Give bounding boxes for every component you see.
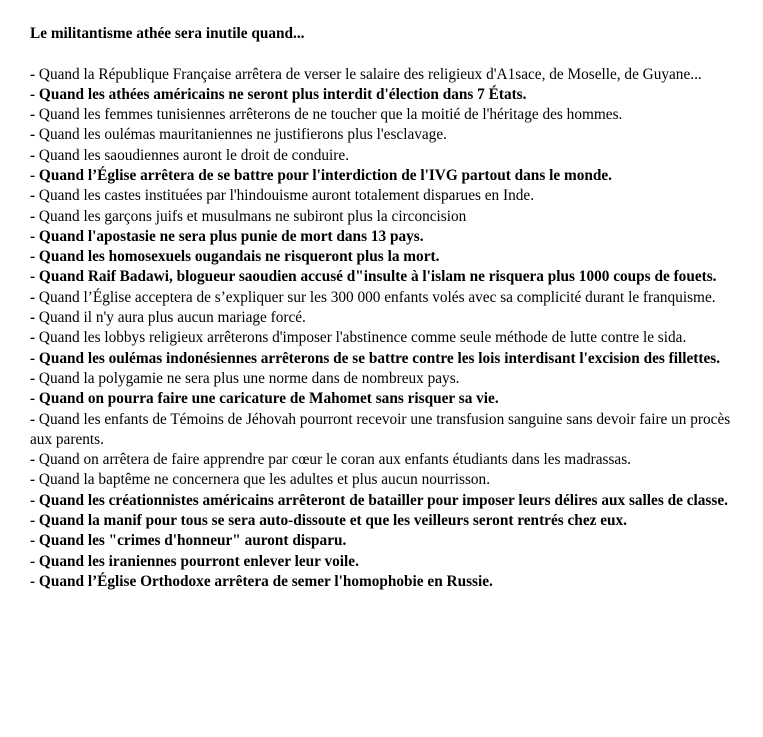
list-dash: - <box>30 309 39 327</box>
list-item-text: Quand l’Église acceptera de s’expliquer sur les 300 000 enfants volés avec sa complicité durant le franquisme. <box>38 288 716 306</box>
list-item-text: Quand les athées américains ne seront plus interdit d'élection dans 7 États. <box>38 85 527 103</box>
list-item <box>30 85 745 105</box>
list-item-text: Quand les "crimes d'honneur" auront disparu. <box>38 532 347 550</box>
list-dash: - <box>30 491 39 509</box>
list-dash: - <box>30 512 39 530</box>
list-dash: - <box>30 532 39 550</box>
list-dash: - <box>30 471 39 489</box>
list-item-text: Quand les castes instituées par l'hindouisme auront totalement disparues en Inde. <box>38 187 535 205</box>
list-dash: - <box>30 248 39 266</box>
list-item-text: Quand les femmes tunisiennes arrêterons de ne toucher que la moitié de l'héritage des hommes. <box>38 106 623 124</box>
list-item <box>30 227 745 247</box>
list-item-text: Quand la manif pour tous se sera auto-dissoute et que les veilleurs seront rentrés chez eux. <box>38 512 627 530</box>
list-item-text: Quand on pourra faire une caricature de Mahomet sans risquer sa vie. <box>38 390 499 408</box>
list-item <box>30 328 745 348</box>
list-item <box>30 410 745 451</box>
list-dash: - <box>30 390 39 408</box>
list-item-text: Quand l'apostasie ne sera plus punie de mort dans 13 pays. <box>38 227 424 245</box>
list-item-text: Quand la polygamie ne sera plus une norme dans de nombreux pays. <box>38 369 460 387</box>
list-dash: - <box>30 187 39 205</box>
list-item <box>30 389 745 409</box>
list-item <box>30 105 745 125</box>
list-dash: - <box>30 572 39 590</box>
list-item <box>30 349 745 369</box>
list-item-text: Quand la baptême ne concernera que les adultes et plus aucun nourrisson. <box>38 471 491 489</box>
list-dash: - <box>30 369 39 387</box>
list-dash: - <box>30 268 39 286</box>
list-item-text: Quand il n'y aura plus aucun mariage forcé. <box>38 309 306 327</box>
list-item <box>30 288 745 308</box>
list-item-text: Quand Raif Badawi, blogueur saoudien accusé d"insulte à l'islam ne risquera plus 1000 coups de fouets. <box>38 268 717 286</box>
list-item <box>30 450 745 470</box>
list-item-text: Quand les créationnistes américains arrêteront de batailler pour imposer leurs délires aux salles de classe. <box>38 491 728 509</box>
list-dash: - <box>30 288 39 306</box>
list-item <box>30 511 745 531</box>
list-dash: - <box>30 349 39 367</box>
list-item <box>30 369 745 389</box>
list-item-text: Quand on arrêtera de faire apprendre par cœur le coran aux enfants étudiants dans les madrassas. <box>38 451 631 469</box>
list-item-text: Quand les garçons juifs et musulmans ne subiront plus la circoncision <box>38 207 467 225</box>
list-dash: - <box>30 146 39 164</box>
list-item-text: Quand la République Française arrêtera de verser le salaire des religieux d'A1sace, de Moselle, de Guyane... <box>38 65 702 83</box>
list-item <box>30 247 745 267</box>
list-dash: - <box>30 65 39 83</box>
list-item <box>30 186 745 206</box>
list-item-text: Quand les iraniennes pourront enlever leur voile. <box>38 552 359 570</box>
list-item <box>30 572 745 592</box>
list-item-text: Quand l’Église arrêtera de se battre pour l'interdiction de l'IVG partout dans le monde. <box>38 166 612 184</box>
list-dash: - <box>30 126 39 144</box>
list-item-text: Quand les lobbys religieux arrêterons d'imposer l'abstinence comme seule méthode de lutte contre le sida. <box>38 329 687 347</box>
list-item-text: Quand les oulémas indonésiennes arrêterons de se battre contre les lois interdisant l'excision des fillettes. <box>38 349 721 367</box>
list-item <box>30 308 745 328</box>
list-item-text: Quand les oulémas mauritaniennes ne justifierons plus l'esclavage. <box>38 126 447 144</box>
list-dash: - <box>30 85 39 103</box>
list-dash: - <box>30 552 39 570</box>
list-item-text: Quand les enfants de Témoins de Jéhovah pourront recevoir une transfusion sanguine sans devoir faire un procès aux parents. <box>30 410 731 448</box>
list-item <box>30 166 745 186</box>
list-dash: - <box>30 106 39 124</box>
list-dash: - <box>30 166 39 184</box>
list-dash: - <box>30 329 39 347</box>
list-item <box>30 125 745 145</box>
list-item-text: Quand l’Église Orthodoxe arrêtera de semer l'homophobie en Russie. <box>38 572 493 590</box>
list-dash: - <box>30 451 39 469</box>
document-title: Le militantisme athée sera inutile quand... <box>30 25 305 42</box>
list-dash: - <box>30 207 39 225</box>
list-dash: - <box>30 227 39 245</box>
list-item <box>30 146 745 166</box>
statement-list <box>30 65 745 593</box>
list-item <box>30 470 745 490</box>
list-dash: - <box>30 410 39 428</box>
list-item-text: Quand les homosexuels ougandais ne risqueront plus la mort. <box>38 248 440 266</box>
list-item <box>30 531 745 551</box>
list-item <box>30 65 745 85</box>
list-item <box>30 207 745 227</box>
list-item-text: Quand les saoudiennes auront le droit de conduire. <box>38 146 350 164</box>
list-item <box>30 552 745 572</box>
list-item <box>30 491 745 511</box>
list-item <box>30 267 745 287</box>
